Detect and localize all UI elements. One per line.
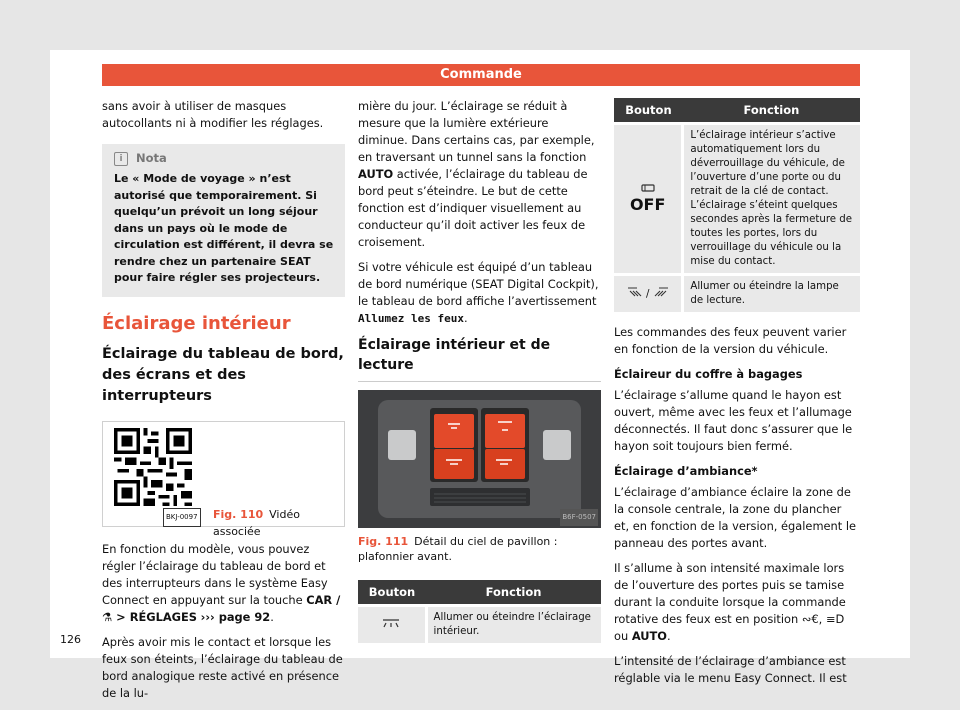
parking-light-icon: ∾€,	[801, 612, 823, 626]
table-row	[358, 606, 601, 644]
paragraph-text: Il s’allume à son intensité maximale lors de l’ouverture des portes puis se tamise durant la conduite lorsque la commande rotative des feux est en position	[614, 561, 846, 626]
button-cell	[358, 606, 426, 644]
auto-label: AUTO	[631, 629, 667, 643]
left-column	[102, 98, 345, 710]
qr-code-icon[interactable]	[109, 428, 197, 506]
figure-caption-text: Vidéo associée	[213, 507, 300, 538]
door-contact-icon	[641, 183, 655, 193]
section-title: Éclairage intérieur	[102, 312, 291, 334]
dome-light-icon	[382, 618, 400, 628]
column-header: Bouton	[358, 580, 426, 606]
auto-label: AUTO	[358, 167, 394, 181]
button-table-2	[614, 98, 860, 312]
paragraph-commandes: Les commandes des feux peuvent varier en fonction de la version du véhicule.	[614, 325, 847, 356]
car-menu-icon: ⚗	[102, 609, 113, 624]
table-row	[614, 124, 860, 275]
reading-light-icon	[627, 287, 643, 297]
paragraph-reglable: L’intensité de l’éclairage d’ambiance est réglable via le menu Easy Connect. Il est	[614, 654, 847, 685]
button-cell	[614, 275, 683, 313]
table-header-row	[358, 580, 601, 606]
off-label: OFF	[629, 195, 666, 214]
figure-tag: BKJ-0097	[163, 508, 201, 527]
note-text: Le « Mode de voyage » n’est autorisé que temporairement. Si quelqu’un prévoit un long séjour dans un pays où le mode de circulation est différent, il devra se rendre chez un partenaire SEAT pour faire régler ses projecteurs.	[114, 172, 334, 284]
figure-caption	[213, 506, 344, 540]
heading-ambiance: Éclairage d’ambiance*	[614, 464, 758, 478]
paragraph-intensite: Il s’allume à son intensité maximale lors de l’ouverture des portes puis se tamise durant la conduite lorsque la commande rotative des feux est en position ∾€, ≡D ou AUTO.	[614, 561, 846, 643]
intro-paragraph: sans avoir à utiliser de masques autocollants ni à modifier les réglages.	[102, 99, 324, 130]
roof-console-photo	[358, 390, 601, 528]
figure-111-caption	[358, 534, 601, 564]
paragraph-digital: Si votre véhicule est équipé d’un tableau de bord numérique (SEAT Digital Cockpit), le tableau de bord affiche l’avertissement Allumez les feux.	[358, 260, 599, 325]
paragraph-contact: Après avoir mis le contact et lorsque les feux son éteints, l’éclairage du tableau de bord analogique reste activé en présence de la lu-	[102, 634, 343, 700]
path-separator: /	[332, 592, 341, 607]
page-number: 126	[60, 633, 81, 646]
note-box	[102, 144, 345, 297]
paragraph-ambiance: L’éclairage d’ambiance éclaire la zone de la console centrale, la zone du plancher et, en fonction de la version, également le panneau des portes avant.	[614, 485, 857, 550]
paragraph-text: activée, l’éclairage du tableau de bord peut s’éteindre. Le but de cette fonction est d’indiquer visuellement au conducteur qu’il doit activer les feux de croisement.	[358, 167, 588, 249]
subsection-title: Éclairage du tableau de bord, des écrans et des interrupteurs	[102, 345, 344, 404]
note-header	[114, 150, 335, 167]
paragraph-tableau: En fonction du modèle, vous pouvez régler l’éclairage du tableau de bord et des interrupteurs dans le système Easy Connect en appuyant sur la touche CAR / ⚗ > RÉGLAGES ››› page 92.	[102, 541, 341, 624]
info-icon: i	[114, 152, 128, 166]
page-ref-link[interactable]: ››› page 92	[200, 609, 271, 624]
button-table-1	[358, 580, 601, 643]
paragraph-text: Si votre véhicule est équipé d’un tableau de bord numérique (SEAT Digital Cockpit), le tableau de bord affiche l’avertissement	[358, 260, 599, 308]
function-cell: Allumer ou éteindre la lampe de lecture.	[683, 275, 860, 313]
table-row	[614, 275, 860, 313]
paragraph-text: En fonction du modèle, vous pouvez régler l’éclairage du tableau de bord et des interrupteurs dans le système Easy Connect en appuyant sur la touche	[102, 541, 328, 607]
heading-coffre: Éclaireur du coffre à bagages	[614, 367, 803, 381]
paragraph-text: mière du jour. L’éclairage se réduit à mesure que la lumière extérieure diminue. Dans certains cas, par exemple, en traversant un tunnel sans la fonction	[358, 99, 595, 164]
paragraph-lumiere	[358, 98, 601, 251]
figure-110	[102, 421, 345, 538]
figure-number: Fig. 110	[213, 507, 264, 521]
note-label: Nota	[136, 151, 167, 165]
paragraph-coffre: L’éclairage s’allume quand le hayon est ouvert, même avec les feux et l’allumage déconnectés. Il faut donc s’assurer que le hayon soit toujours bien fermé.	[614, 388, 853, 453]
right-column	[614, 98, 860, 695]
table-header-row	[614, 98, 860, 124]
heading-lecture: Éclairage intérieur et de lecture	[358, 335, 601, 382]
column-header: Fonction	[683, 98, 860, 124]
reading-light-icon	[653, 287, 669, 297]
roof-console-illustration	[358, 390, 601, 528]
function-cell: L’éclairage intérieur s’active automatiquement lors du déverrouillage du véhicule, de l’ouverture d’une porte ou du retrait de la clé de contact. L’éclairage s’éteint quelques secondes après la fermeture de toutes les portes, lors du verrouillage du véhicule ou la mise du contact.	[683, 124, 860, 275]
path-arrow: >	[112, 609, 130, 624]
column-header: Bouton	[614, 98, 683, 124]
low-beam-icon: ≡D	[825, 612, 845, 626]
column-header: Fonction	[426, 580, 601, 606]
warning-message: Allumez les feux	[358, 312, 464, 325]
paragraph-text: ou	[614, 629, 629, 643]
figure-number: Fig. 111	[358, 535, 409, 548]
chapter-header: Commande	[102, 64, 860, 86]
figure-caption-text: Détail du ciel de pavillon : plafonnier avant.	[358, 535, 558, 563]
button-separator: /	[642, 288, 653, 300]
car-key: CAR	[306, 592, 333, 607]
function-cell: Allumer ou éteindre l’éclairage intérieur.	[426, 606, 601, 644]
figure-tag: B6F-0507	[560, 509, 598, 526]
button-cell	[614, 124, 683, 275]
reglages-label: RÉGLAGES	[129, 609, 198, 624]
middle-column	[358, 98, 601, 643]
